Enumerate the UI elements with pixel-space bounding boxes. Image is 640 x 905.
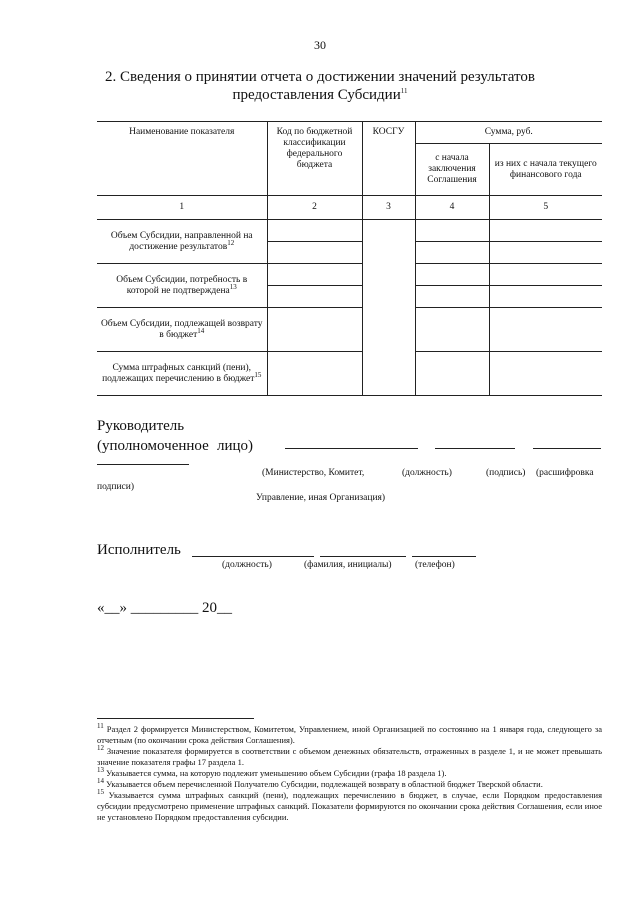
decoding-signature-line[interactable] (533, 448, 601, 449)
row-label: Сумма штрафных санкций (пени), подлежащих перечислению в бюджет$^{15}$ (97, 352, 267, 396)
row-label: Объем Субсидии, потребность в которой не подтверждена$^{13}$ (97, 264, 267, 308)
header-of-which: из них с начала текущего финансового года (489, 144, 602, 196)
col-num-3: 3 (362, 196, 415, 220)
cell (267, 352, 362, 396)
cell (415, 352, 489, 396)
caption-org: (Министерство, Комитет, (262, 468, 365, 478)
exec-name-line[interactable] (320, 556, 406, 557)
cell (415, 220, 489, 242)
col-num-1: 1 (97, 196, 267, 220)
col-num-4: 4 (415, 196, 489, 220)
report-table (97, 121, 602, 396)
cell (489, 352, 602, 396)
cell (489, 264, 602, 286)
exec-caption-position: (должность) (222, 560, 272, 570)
header-indicator: Наименование показателя (97, 122, 267, 196)
cell (415, 242, 489, 264)
footnote-item: $^{11}$ Раздел 2 формируется Министерством, Комитетом, Управлением, иной Организацией по состоянию на 1 января года, следующего за отчетным (по окончании срока действия Соглашения). (97, 722, 603, 745)
exec-caption-phone: (телефон) (415, 560, 455, 570)
footnotes (97, 724, 602, 823)
executor-label: Исполнитель (97, 542, 181, 558)
cell (489, 286, 602, 308)
org-signature-line[interactable] (285, 448, 418, 449)
exec-position-line[interactable] (192, 556, 314, 557)
cell (267, 242, 362, 264)
table-row (97, 220, 602, 242)
col-num-2: 2 (267, 196, 362, 220)
footnote-item: $^{13}$ Указывается сумма, на которую подлежит уменьшению объем Субсидии (графа 18 раздела 1). (97, 766, 447, 778)
cell (267, 308, 362, 352)
head-label-2: (уполномоченное (97, 438, 209, 454)
row-label: Объем Субсидии, подлежащей возврату в бюджет$^{14}$ (97, 308, 267, 352)
footnote-separator (97, 718, 254, 719)
cell (489, 308, 602, 352)
head-label-3: лицо) (217, 438, 254, 454)
table-row (97, 352, 602, 374)
caption-decoding: (расшифровка (536, 468, 594, 478)
row-label: Объем Субсидии, направленной на достижение результатов$^{12}$ (97, 220, 267, 264)
cell (489, 242, 602, 264)
head-label: Руководитель (97, 418, 185, 434)
header-amount: Сумма, руб. (415, 122, 602, 144)
cell (267, 286, 362, 308)
exec-caption-name: (фамилия, инициалы) (304, 560, 392, 570)
title-line-2: предоставления Субсидии (232, 87, 401, 103)
caption-signature: (подпись) (486, 468, 526, 478)
header-budget-code: Код по бюджетной классификации федерального бюджета (267, 122, 362, 196)
section-title (60, 68, 580, 104)
table-row (97, 264, 602, 286)
cell (267, 264, 362, 286)
column-numbers-row (97, 196, 602, 220)
cell (415, 264, 489, 286)
signature-line[interactable] (97, 464, 189, 465)
page-number: 30 (314, 38, 326, 52)
table-row (97, 308, 602, 330)
caption-org-2: Управление, иная Организация) (256, 493, 386, 503)
cell (267, 220, 362, 242)
footnote-item: $^{12}$ Значение показателя формируется в соответствии с объемом денежных обязательств, отраженных в разделе 1, и не может превышать значение показателя графы 17 раздела 1. (97, 744, 602, 767)
cell (415, 286, 489, 308)
caption-position: (должность) (402, 468, 452, 478)
cell (489, 220, 602, 242)
header-kosgu: КОСГУ (362, 122, 415, 196)
exec-phone-line[interactable] (412, 556, 476, 557)
footnote-item: $^{14}$ Указывается объем перечисленной Получателю Субсидии, подлежащей возврату в областной бюджет Тверской области. (97, 777, 543, 789)
kosgu-cell (362, 220, 415, 396)
title-line-1: 2. Сведения о принятии отчета о достижении значений результатов (105, 69, 535, 85)
date-line: «__» _________ 20__ (97, 600, 232, 616)
header-from-start: с начала заключения Соглашения (415, 144, 489, 196)
cell (415, 308, 489, 352)
position-signature-line[interactable] (435, 448, 515, 449)
col-num-5: 5 (489, 196, 602, 220)
caption-decoding-2: подписи) (97, 482, 135, 492)
footnote-item: $^{15}$ Указывается сумма штрафных санкций (пени), подлежащих перечислению в бюджет, в случае, если Порядком предоставления субсидии предусмотрено применение штрафных санкций. Показатели формируются по окончании срока действия Соглашения, если иное не установлено Порядком предоставления субсидии. (97, 788, 602, 822)
title-footnote-ref: 11 (400, 87, 408, 95)
